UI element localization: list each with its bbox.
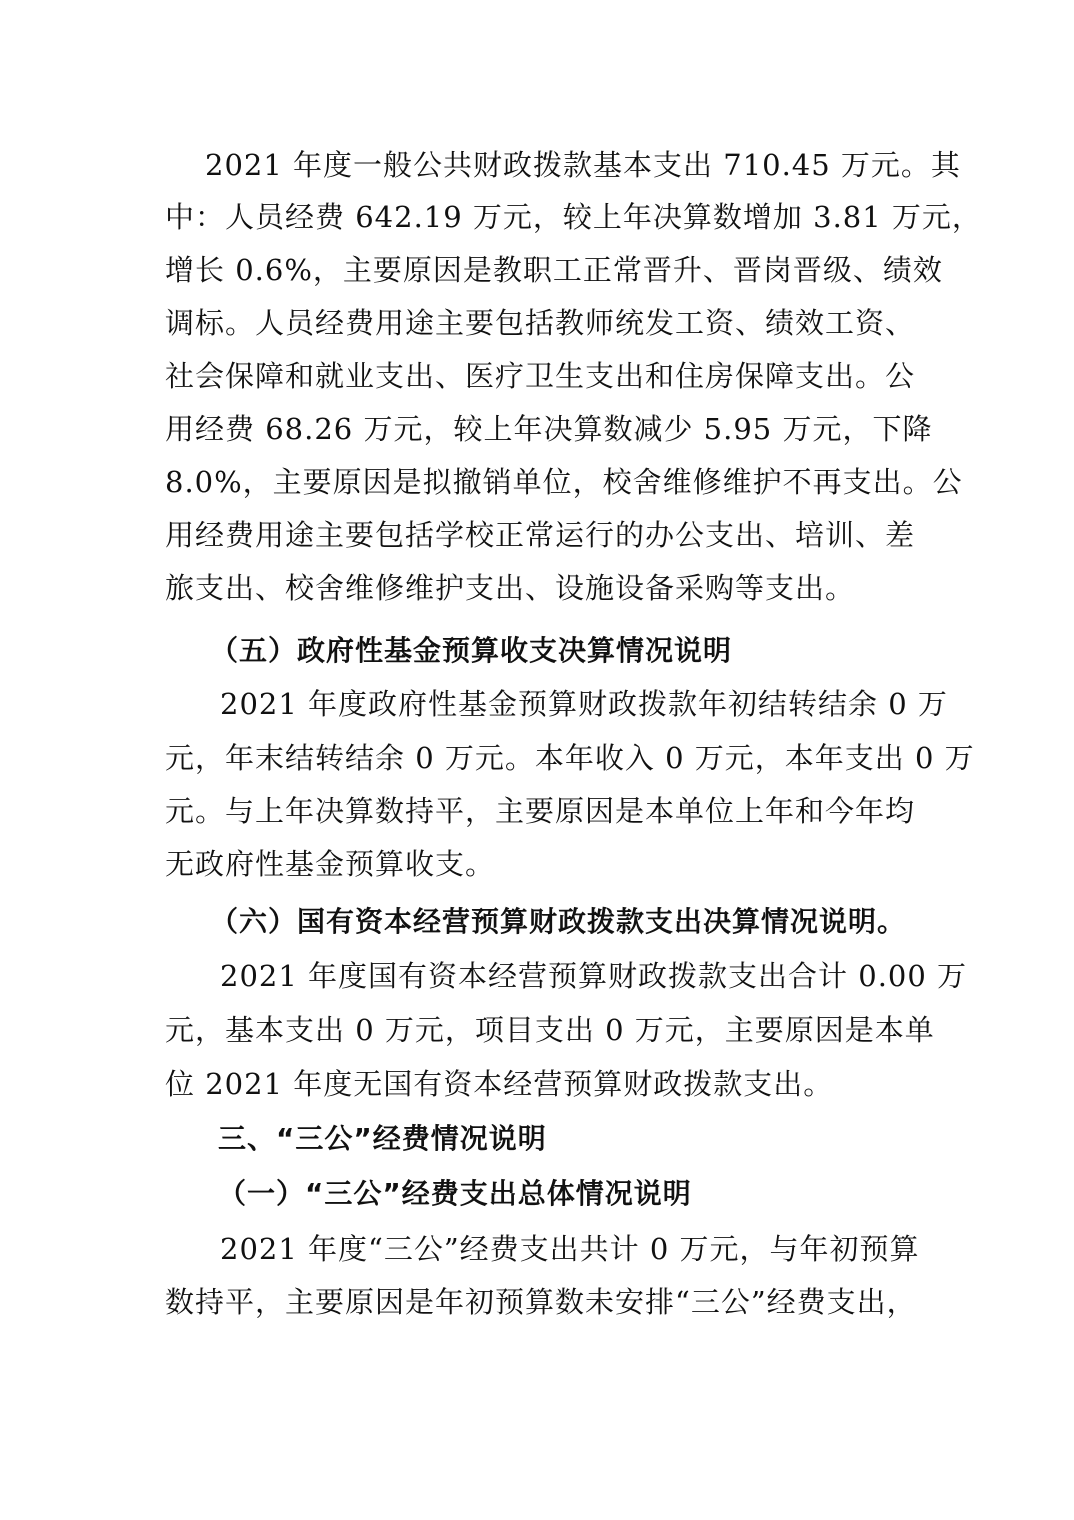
paragraph-line: 2021 年度“三公”经费支出共计 0 万元，与年初预算 — [220, 1232, 920, 1266]
paragraph-line: 用经费用途主要包括学校正常运行的办公支出、培训、差 — [165, 518, 916, 552]
paragraph-line: 无政府性基金预算收支。 — [165, 847, 496, 881]
section-heading-5: （五）政府性基金预算收支决算情况说明 — [210, 634, 733, 667]
paragraph-line: 中：人员经费 642.19 万元，较上年决算数增加 3.81 万元， — [165, 200, 982, 234]
section-heading-3: 三、“三公”经费情况说明 — [218, 1122, 547, 1155]
paragraph-line: 调标。人员经费用途主要包括教师统发工资、绩效工资、 — [165, 306, 916, 340]
paragraph-line: 2021 年度一般公共财政拨款基本支出 710.45 万元。其 — [205, 148, 961, 182]
paragraph-line: 增长 0.6%，主要原因是教职工正常晋升、晋岗晋级、绩效 — [165, 253, 943, 287]
paragraph-line: 用经费 68.26 万元，较上年决算数减少 5.95 万元，下降 — [165, 412, 933, 446]
paragraph-line: 位 2021 年度无国有资本经营预算财政拨款支出。 — [165, 1067, 834, 1101]
section-heading-6: （六）国有资本经营预算财政拨款支出决算情况说明。 — [210, 905, 907, 938]
paragraph-line: 数持平，主要原因是年初预算数未安排“三公”经费支出， — [165, 1285, 917, 1319]
paragraph-line: 元，年末结转结余 0 万元。本年收入 0 万元，本年支出 0 万 — [165, 741, 975, 775]
paragraph-line: 2021 年度国有资本经营预算财政拨款支出合计 0.00 万 — [220, 959, 968, 993]
paragraph-line: 社会保障和就业支出、医疗卫生支出和住房保障支出。公 — [165, 359, 916, 393]
paragraph-line: 2021 年度政府性基金预算财政拨款年初结转结余 0 万 — [220, 687, 948, 721]
paragraph-line: 旅支出、校舍维修维护支出、设施设备采购等支出。 — [165, 571, 856, 605]
paragraph-line: 元，基本支出 0 万元，项目支出 0 万元，主要原因是本单 — [165, 1013, 935, 1047]
paragraph-line: 8.0%，主要原因是拟撤销单位，校舍维修维护不再支出。公 — [165, 465, 963, 499]
subsection-heading-1: （一）“三公”经费支出总体情况说明 — [218, 1177, 692, 1210]
paragraph-line: 元。与上年决算数持平，主要原因是本单位上年和今年均 — [165, 794, 916, 828]
